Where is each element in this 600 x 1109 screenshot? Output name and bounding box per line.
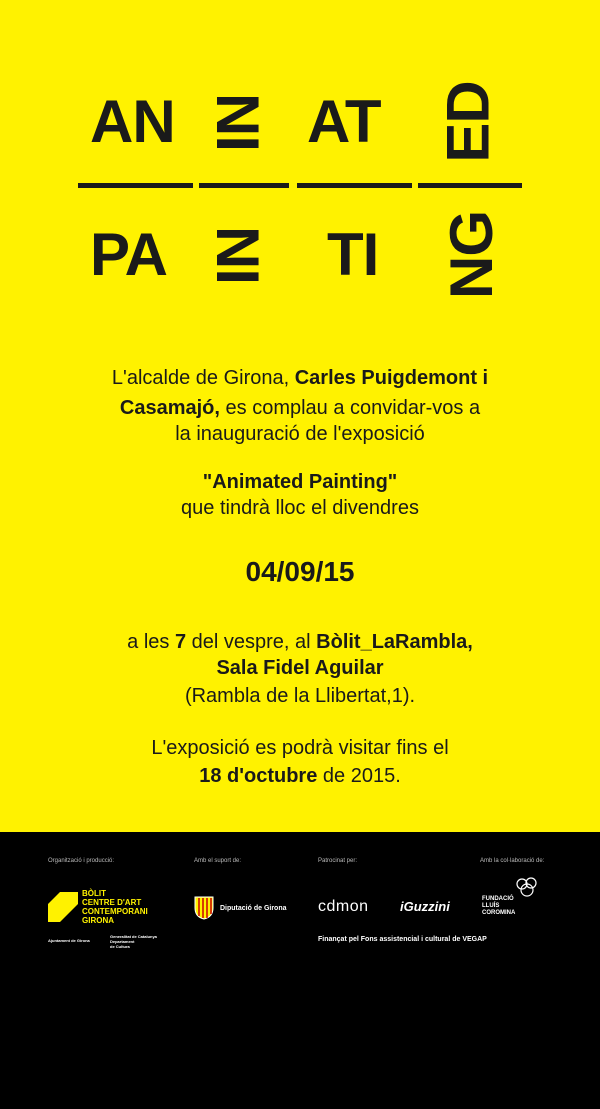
venue-address: (Rambla de la Llibertat,1). [184,685,416,707]
invitation-line-2: Casamajó, es complau a convidar-vos a [119,397,481,419]
exhibition-title: "Animated Painting" [202,471,398,493]
title-tile-6: NI [204,226,271,284]
fundacio-flower-icon [514,876,540,898]
bolit-logo-icon [48,892,78,922]
time-venue-line: a les 7 del vespre, al Bòlit_LaRambla, [127,631,473,653]
invitation-line-1: L'alcalde de Girona, Carles Puigdemont i [111,367,489,389]
divider-rule-4 [418,183,522,188]
visit-line-2: 18 d'octubre de 2015. [199,765,401,787]
fundacio-logo-text: FUNDACIÓ LLUÍS COROMINA [482,896,516,916]
divider-rule-1 [78,183,193,188]
title-tile-2: NI [204,93,271,151]
venue-room: Sala Fidel Aguilar [216,657,384,679]
diputacio-shield-icon [194,894,214,920]
ajuntament-logo: Ajuntament de Girona [48,938,90,943]
event-date: 04/09/15 [245,556,355,587]
title-tile-5: PA [90,221,167,288]
title-tile-8: NG [438,211,505,299]
divider-rule-3 [297,183,412,188]
cdmon-logo: cdmon [318,898,369,915]
credit-sponsor: Patrocinat per: [318,858,358,864]
invitation-line-3: la inauguració de l'exposició [175,423,425,445]
vegap-funding-text: Finançat pel Fons assistencial i cultural de VEGAP [318,936,487,943]
divider-rule-2 [199,183,289,188]
exhibition-subtitle: que tindrà lloc el divendres [181,497,419,519]
iguzzini-logo: iGuzzini [400,899,450,914]
bolit-logo-text: BÒLIT CENTRE D'ART CONTEMPORANI GIRONA [82,889,148,925]
diputacio-logo-text: Diputació de Girona [220,905,287,912]
credit-collaboration: Amb la col·laboració de: [480,858,545,864]
title-tile-3: AT [307,88,381,155]
title-tile-4: ED [434,81,502,163]
credit-support: Amb el suport de: [194,858,242,864]
visit-line-1: L'exposició es podrà visitar fins el [151,737,449,759]
title-tile-7: TI [327,221,379,288]
credit-organization: Organització i producció: [48,858,115,864]
title-tile-1: AN [90,88,175,155]
sponsors-footer [0,832,600,1109]
generalitat-logo: Generalitat de Catalunya Departament de Cultura [110,934,157,949]
